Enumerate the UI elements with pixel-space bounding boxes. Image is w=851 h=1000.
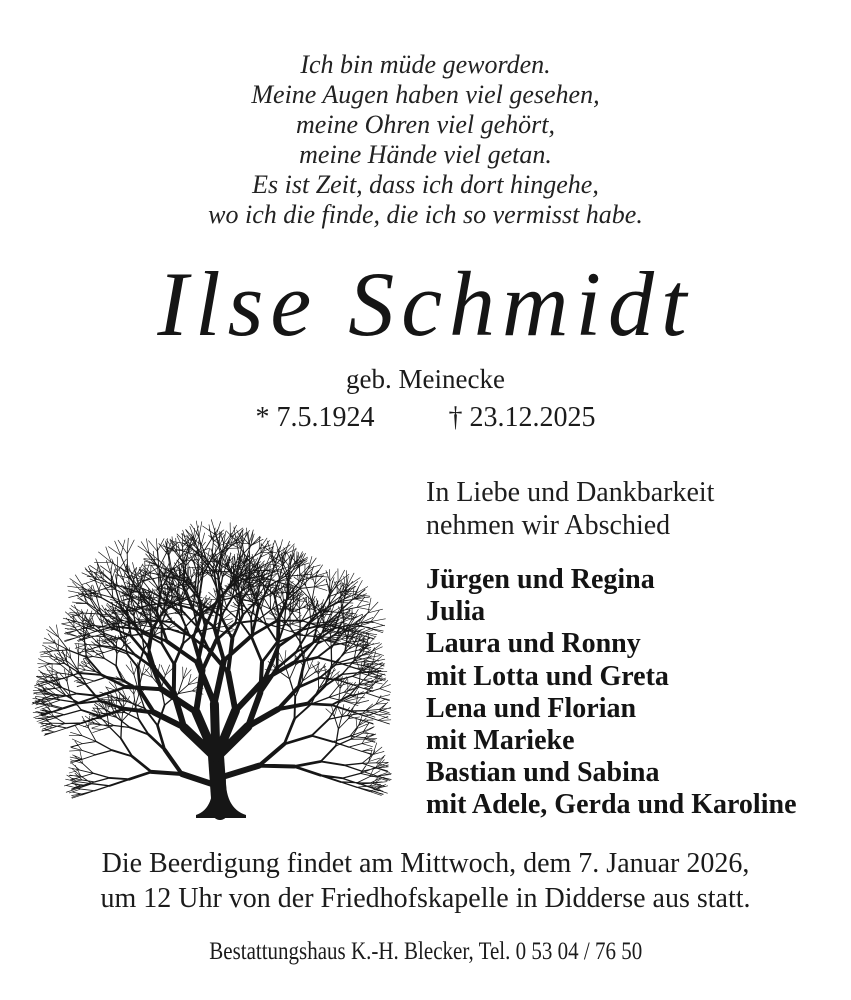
family-name: Jürgen und Regina (426, 564, 655, 595)
family-name: mit Lotta und Greta (426, 660, 669, 692)
poem-line: Ich bin müde geworden. (300, 50, 551, 79)
family-name: mit Marieke (426, 725, 575, 757)
farewell-text (426, 476, 836, 542)
farewell-line: nehmen wir Abschied (426, 510, 671, 541)
death-date: † 23.12.2025 (448, 402, 596, 433)
deceased-name: Ilse Schmidt (157, 253, 694, 355)
funeral-line: um 12 Uhr von der Friedhofskapelle in Didderse aus statt. (100, 883, 751, 914)
poem-line: meine Hände viel getan. (299, 140, 552, 169)
family-name: Laura und Ronny (426, 628, 641, 660)
funeral-home-text: Bestattungshaus K.-H. Blecker, Tel. 0 53 04 / 76 50 (209, 938, 642, 965)
life-dates (0, 402, 851, 434)
bare-tree-icon (24, 494, 369, 839)
funeral-line: Die Beerdigung findet am Mittwoch, dem 7. Januar 2026, (101, 848, 750, 879)
poem-line: wo ich die finde, die ich so vermisst habe. (208, 200, 643, 229)
poem-line: Es ist Zeit, dass ich dort hingehe, (252, 170, 599, 199)
funeral-home-contact (0, 938, 851, 966)
maiden-name: geb. Meinecke (346, 364, 505, 394)
farewell-line: In Liebe und Dankbarkeit (426, 477, 715, 508)
poem-line: Meine Augen haben viel gesehen, (251, 80, 600, 109)
family-section (426, 476, 836, 822)
birth-date: * 7.5.1924 (255, 402, 375, 433)
poem-line: meine Ohren viel gehört, (296, 110, 555, 139)
family-name: Bastian und Sabina (426, 757, 660, 789)
family-name: Lena und Florian (426, 692, 637, 724)
family-name: mit Adele, Gerda und Karoline (426, 789, 797, 821)
family-name: Julia (426, 596, 486, 628)
memorial-poem (0, 50, 851, 230)
family-names-list (426, 564, 836, 822)
funeral-announcement (0, 846, 851, 916)
